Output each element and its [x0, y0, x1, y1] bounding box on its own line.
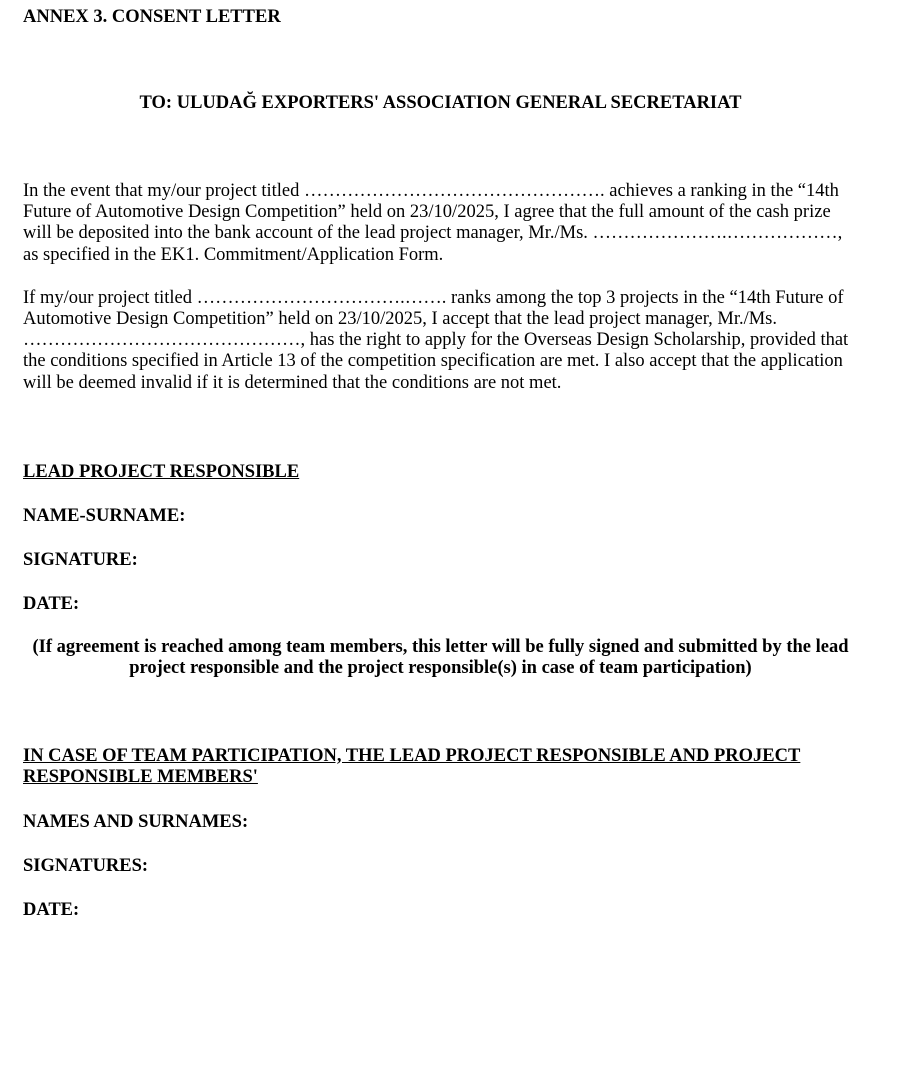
lead-responsible-heading: LEAD PROJECT RESPONSIBLE — [23, 461, 300, 482]
lead-date-label: DATE: — [23, 593, 80, 614]
team-signatures-label: SIGNATURES: — [23, 855, 149, 876]
team-date-label: DATE: — [23, 899, 80, 920]
lead-responsible-section — [23, 461, 858, 615]
team-participation-heading: IN CASE OF TEAM PARTICIPATION, THE LEAD PROJECT RESPONSIBLE AND PROJECT RESPONSIBLE MEMBERS' — [23, 745, 801, 788]
team-participation-section — [23, 746, 858, 921]
consent-paragraph-scholarship: If my/our project titled …………………………….……. ranks among the top 3 projects in the “14th Future of Automotive Design Competition” held on 23/10/2025, I accept that the lead project manager, Mr./Ms. ………………………………………, has the right to apply for the Overseas Design Scholarship, provided that the conditions specified in Article 13 of the competition specification are met. I also accept that the application will be deemed invalid if it is determined that the conditions are not met. — [23, 287, 849, 393]
annex-title: ANNEX 3. CONSENT LETTER — [23, 7, 281, 27]
consent-paragraph-cash-prize: In the event that my/our project titled …………………………………………. achieves a ranking in the “14th Future of Automotive Design Competition” held on 23/10/2025, I agree that the full amount of the cash prize will be deposited into the bank account of the lead project manager, Mr./Ms. ………………….………………, as specified in the EK1. Commitment/Application Form. — [23, 181, 843, 265]
team-names-surnames-label: NAMES AND SURNAMES: — [23, 811, 249, 832]
addressee-line: TO: ULUDAĞ EXPORTERS' ASSOCIATION GENERAL SECRETARIAT — [139, 93, 742, 113]
lead-name-surname-label: NAME-SURNAME: — [23, 505, 186, 526]
team-agreement-note: (If agreement is reached among team members, this letter will be fully signed and submitted by the lead project responsible and the project responsible(s) in case of team participation) — [32, 636, 849, 678]
lead-signature-label: SIGNATURE: — [23, 549, 138, 570]
